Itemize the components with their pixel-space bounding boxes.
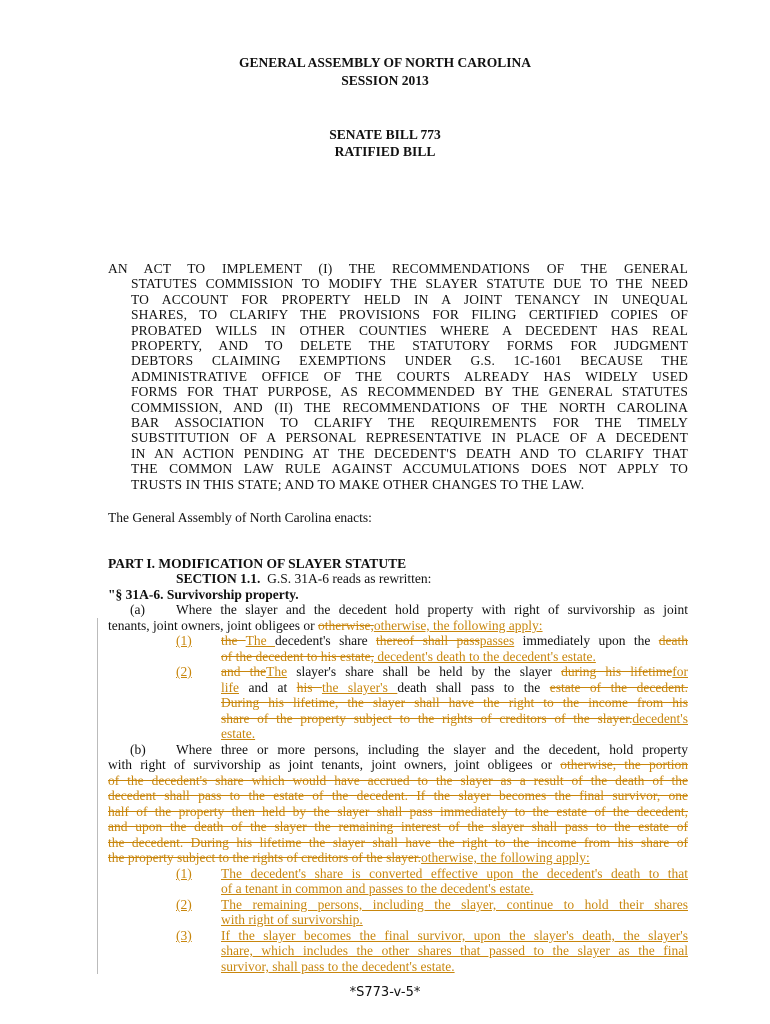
act-title-line: SUBSTITUTION OF A PERSONAL REPRESENTATIVE IN PLACE OF A DECEDENT [131,430,688,446]
subsection-b-line: Where three or more persons, including the slayer and the decedent, hold property [176,742,688,757]
item-number: (1) [176,633,192,648]
deleted-line: and upon the death of the slayer the remaining interest of the slayer shall pass to the estate of [108,819,688,834]
item-number: (3) [176,928,192,943]
item-line: The decedent's share is converted effective upon the decedent's death to that [221,866,688,881]
item-line: with right of survivorship. [221,912,363,927]
section-heading: SECTION 1.1. G.S. 31A-6 reads as rewritten: [176,571,432,586]
item-line: survivor, shall pass to the decedent's estate. [221,959,455,974]
deleted-line: half of the property then held by the slayer shall pass immediately to the estate of the decedent, [108,804,688,819]
page-footer-code: *S773-v-5* [349,985,421,1000]
subsection-b-line: with right of survivorship as joint tenants, joint owners, joint obligees or otherwise, the portion [108,757,688,772]
act-title-line: ADMINISTRATIVE OFFICE OF THE COURTS ALREADY HAS WIDELY USED [131,368,688,384]
act-title-line: TRUSTS IN THIS STATE; AND TO MAKE OTHER CHANGES TO THE LAW. [131,476,585,492]
act-title-line: FORMS FOR THAT PURPOSE, AS RECOMMENDED BY THE GENERAL STATUTES [131,384,688,400]
item-line: The remaining persons, including the slayer, continue to hold their shares [221,897,688,912]
item-line: During his lifetime, the slayer shall have the right to the income from his [221,695,688,710]
item-line: estate. [221,726,256,741]
subsection-b-label: (b) [130,742,146,757]
deleted-line: the decedent. During his lifetime the slayer shall have the right to the income from his share of [108,835,688,850]
act-title-line: TO ACCOUNT FOR PROPERTY HELD IN A JOINT TENANCY IN UNEQUAL [131,291,688,307]
item-line: share, which includes the other shares that passed to the slayer as the final [221,943,688,958]
subsection-b-line: the property subject to the rights of creditors of the slayer.otherwise, the following apply: [108,850,590,865]
item-line: the The decedent's share thereof shall passpasses immediately upon the death [221,633,688,648]
change-bar [97,618,98,974]
item-number: (2) [176,897,192,912]
act-title-line: PROBATED WILLS IN OTHER COUNTIES WHERE A DECEDENT HAS REAL [131,322,688,338]
part-heading: PART I. MODIFICATION OF SLAYER STATUTE [108,556,407,571]
bill-status: RATIFIED BILL [334,144,436,159]
enacting-clause: The General Assembly of North Carolina enacts: [108,510,372,525]
item-number: (1) [176,866,192,881]
subsection-a-label: (a) [130,602,145,617]
bill-number: SENATE BILL 773 [329,127,441,142]
assembly-heading: GENERAL ASSEMBLY OF NORTH CAROLINA [238,55,532,70]
subsection-a-line: Where the slayer and the decedent hold property with right of survivorship as joint [176,602,688,617]
item-number: (2) [176,664,192,679]
item-line: and theThe slayer's share shall be held by the slayer during his lifetimefor [221,664,688,679]
act-title-line: STATUTES COMMISSION TO MODIFY THE SLAYER STATUTE DUE TO THE NEED [131,276,688,292]
item-line: share of the property subject to the rights of creditors of the slayer.decedent's [221,711,688,726]
act-title-line: BAR ASSOCIATION TO CLARIFY THE REQUIREMENTS FOR THE TIMELY [131,415,688,431]
act-title-line: SHARES, TO CLARIFY THE PROVISIONS FOR FILING CERTIFIED COPIES OF [131,307,688,323]
act-title-line: AN ACT TO IMPLEMENT (I) THE RECOMMENDATIONS OF THE GENERAL [108,261,688,276]
act-title-line: IN AN ACTION PENDING AT THE DECEDENT'S DEATH AND TO CLARIFY THAT [131,445,688,461]
subsection-a-line: tenants, joint owners, joint obligees or otherwise,otherwise, the following apply: [108,618,543,633]
item-line: of a tenant in common and passes to the decedent's estate. [221,881,534,896]
item-line: If the slayer becomes the final survivor, upon the slayer's death, the slayer's [221,928,688,943]
act-title-line: DEBTORS CLAIMING EXEMPTIONS UNDER G.S. 1C-1601 BECAUSE THE [131,353,688,369]
deleted-line: decedent shall pass to the estate of the decedent. If the slayer becomes the final survivor, one [108,788,688,803]
item-line: life and at his the slayer's death shall pass to the estate of the decedent. [221,680,688,695]
act-title-line: PROPERTY, AND TO DELETE THE STATUTORY FORMS FOR JUDGMENT [131,338,688,354]
statute-heading: "§ 31A-6. Survivorship property. [108,587,299,602]
act-title-line: COMMISSION, AND (II) THE RECOMMENDATIONS OF THE NORTH CAROLINA [131,399,688,415]
session-heading: SESSION 2013 [341,73,429,88]
deleted-line: of the decedent's share which would have accrued to the slayer as a result of the death of the [108,773,688,788]
item-line: of the decedent to his estate, decedent's death to the decedent's estate. [221,649,596,664]
act-title-line: THE COMMON LAW RULE AGAINST ACCUMULATIONS DOES NOT APPLY TO [131,461,688,477]
act-title [108,261,688,492]
